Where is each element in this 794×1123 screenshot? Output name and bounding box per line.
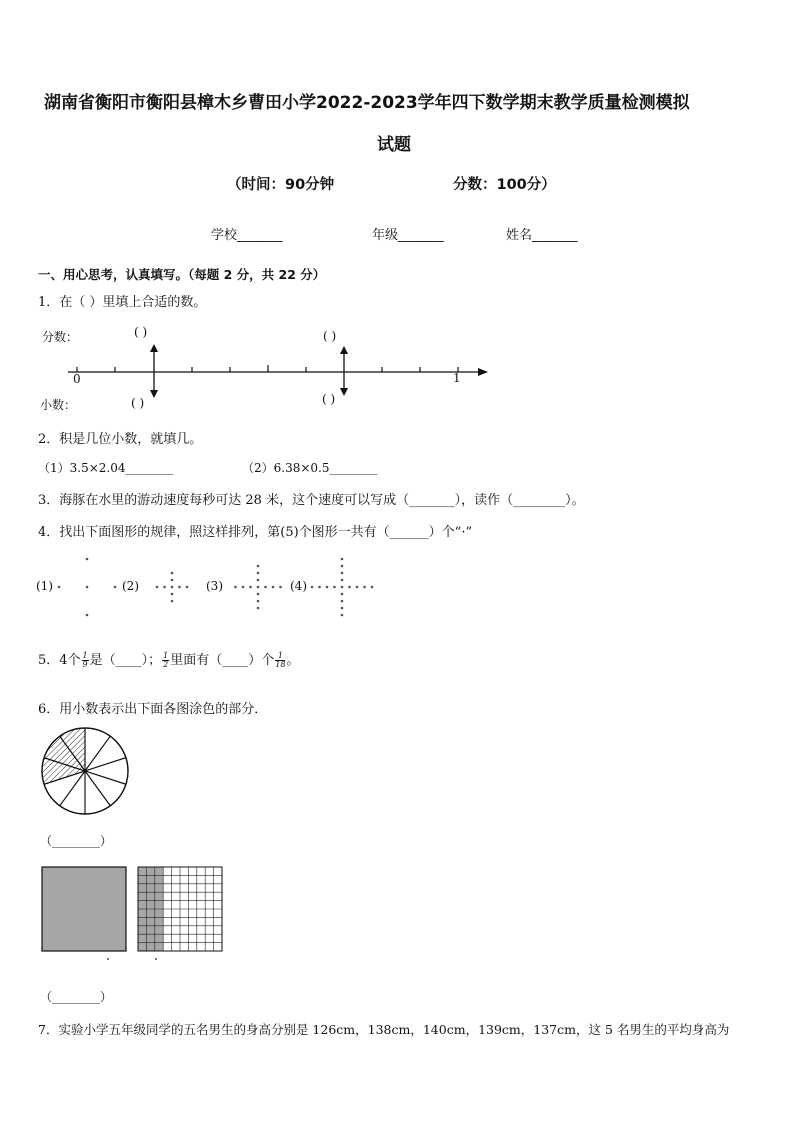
fraction-numerator: 1 [275,652,285,661]
question-1-text: 1．在（ ）里填上合适的数。 [38,295,207,310]
question-7-text[interactable]: 7．实验小学五年级同学的五名男生的身高分别是 126cm，138cm，140cm，139cm，137cm，这 5 名男生的平均身高为 [38,1022,730,1037]
question-2-item-1[interactable]: （1）3.5×2.04________ [38,461,174,475]
question-5-part: 里面有（____）个 [170,653,275,668]
question-6-text: 6．用小数表示出下面各图涂色的部分． [38,702,268,717]
answer-blank[interactable]: ( ) [131,396,145,410]
brace-icon [108,958,156,960]
decimal-label: 小数： [40,398,77,412]
question-5-part: 。 [286,653,300,668]
tick-label-one: 1 [453,371,461,385]
school-field[interactable]: 学校_______ [211,228,283,243]
shaded-grid-figure [138,867,222,951]
tick-label-zero: 0 [73,372,81,386]
grade-field[interactable]: 年级_______ [372,228,444,243]
score-info: 分数：100分） [453,177,556,193]
question-2-item-2[interactable]: （2）6.38×0.5________ [242,461,378,475]
pattern-label: (4) [290,579,307,593]
fraction-denominator: 2 [163,660,169,669]
question-2-text: 2．积是几位小数，就填几。 [38,432,203,447]
shaded-square [42,867,126,951]
section-heading: 一、用心思考，认真填写。（每题 2 分，共 22 分） [38,267,326,282]
fraction-numerator: 1 [163,651,169,660]
answer-blank[interactable]: ( ) [323,329,337,343]
fraction-label: 分数： [42,330,79,344]
fraction-numerator: 1 [82,651,88,660]
pattern-label: (3) [206,579,223,593]
name-field[interactable]: 姓名_______ [506,228,578,243]
answer-blank[interactable]: ( ) [322,392,336,406]
question-5-part: 是（____）； [89,653,162,668]
fraction-denominator: 18 [275,660,286,669]
pattern-label: (2) [122,579,139,593]
time-info: （时间：90分钟 [227,177,335,193]
pattern-label: (1) [36,579,53,593]
question-3-text[interactable]: 3．海豚在水里的游动速度每秒可达 28 米，这个速度可以写成（_______），读作（________）。 [38,493,585,508]
answer-blank[interactable]: ( ) [134,325,148,339]
answer-blank[interactable]: （________） [40,990,113,1004]
shaded-circle-figure [42,728,128,814]
question-4-text[interactable]: 4．找出下面图形的规律，照这样排列，第(5)个图形一共有（______）个“·” [38,525,473,540]
fraction-denominator: 9 [82,660,88,669]
question-5-part: 5．4个 [38,653,81,668]
answer-blank[interactable]: （________） [40,834,113,848]
page-title-continued: 试题 [377,135,411,155]
page-title: 湖南省衡阳市衡阳县樟木乡曹田小学2022-2023学年四下数学期末教学质量检测模拟 [44,93,690,113]
